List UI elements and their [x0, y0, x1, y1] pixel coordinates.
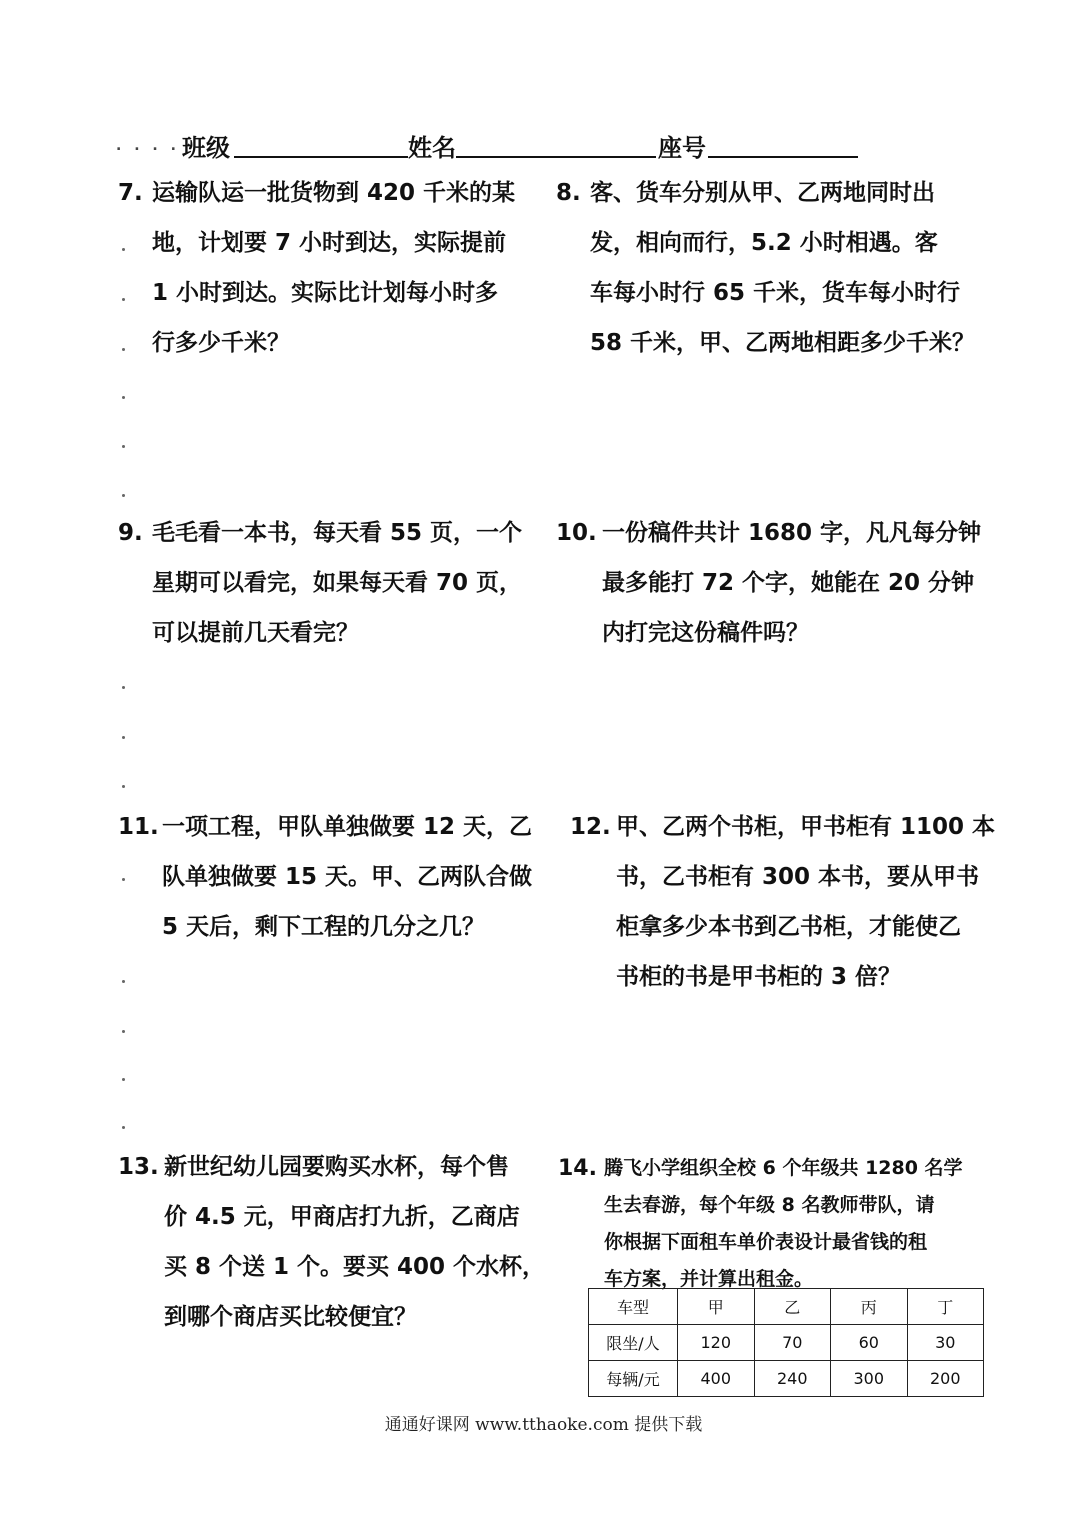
- student-info-header: [110, 128, 870, 162]
- problem-number: 12.: [570, 814, 611, 840]
- scan-dot: [122, 785, 125, 788]
- problem-number: 10.: [556, 520, 597, 546]
- table-cell: 车型: [589, 1289, 678, 1325]
- table-cell: 丁: [907, 1289, 984, 1325]
- scan-dot: [122, 298, 125, 301]
- footer-credit: 通通好课网 www.tthaoke.com 提供下载: [384, 1415, 703, 1435]
- scan-dot: [122, 1126, 125, 1129]
- table-cell: 200: [907, 1361, 984, 1397]
- scan-dot: [122, 396, 125, 399]
- problem-number: 7.: [118, 180, 143, 206]
- problem-line: 车方案，并计算出租金。: [604, 1268, 814, 1290]
- scan-dot: [122, 1078, 125, 1081]
- class-blank: [234, 156, 408, 158]
- problem-line: 你根据下面租车单价表设计最省钱的租: [604, 1231, 928, 1253]
- problem-line: 客、货车分别从甲、乙两地同时出: [590, 180, 935, 206]
- name-blank: [456, 156, 656, 158]
- problem-line: 地，计划要 7 小时到达，实际提前: [152, 230, 507, 256]
- table-cell: 丙: [831, 1289, 908, 1325]
- problem-line: 最多能打 72 个字，她能在 20 分钟: [602, 570, 975, 596]
- table-cell: 240: [754, 1361, 831, 1397]
- problem-line: 内打完这份稿件吗？: [602, 620, 809, 646]
- problem-line: 书，乙书柜有 300 本书，要从甲书: [616, 864, 980, 890]
- rental-price-table: [588, 1288, 984, 1397]
- problem-number: 13.: [118, 1154, 159, 1180]
- problem-line: 58 千米，甲、乙两地相距多少千米？: [590, 330, 976, 356]
- scan-dot: [122, 348, 125, 351]
- table-cell: 每辆/元: [589, 1361, 678, 1397]
- scan-dot: [122, 736, 125, 739]
- problem-line: 书柜的书是甲书柜的 3 倍？: [616, 964, 902, 990]
- table-row: [589, 1361, 984, 1397]
- problem-line: 5 天后，剩下工程的几分之几？: [162, 914, 486, 940]
- problem-line: 可以提前几天看完？: [152, 620, 359, 646]
- table-cell: 60: [831, 1325, 908, 1361]
- table-cell: 限坐/人: [589, 1325, 678, 1361]
- table-cell: 120: [678, 1325, 755, 1361]
- table-cell: 70: [754, 1325, 831, 1361]
- table-cell: 乙: [754, 1289, 831, 1325]
- table-cell: 30: [907, 1325, 984, 1361]
- seat-label: 座号: [658, 134, 706, 162]
- seat-blank: [708, 156, 858, 158]
- problem-line: 队单独做要 15 天。甲、乙两队合做: [162, 864, 533, 890]
- scan-dot: [122, 494, 125, 497]
- scan-dot: [122, 686, 125, 689]
- problem-line: 发，相向而行，5.2 小时相遇。客: [590, 230, 938, 256]
- class-label: 班级: [182, 134, 230, 162]
- problem-line: 价 4.5 元，甲商店打九折，乙商店: [164, 1204, 520, 1230]
- scan-dot: [122, 248, 125, 251]
- problem-line: 到哪个商店买比较便宜？: [164, 1304, 417, 1330]
- problem-line: 买 8 个送 1 个。要买 400 个水杯，: [164, 1254, 546, 1280]
- problem-number: 9.: [118, 520, 143, 546]
- problem-line: 甲、乙两个书柜，甲书柜有 1100 本: [616, 814, 996, 840]
- table-row: [589, 1289, 984, 1325]
- scan-dot: [122, 980, 125, 983]
- header-dots: . . . .: [116, 138, 180, 154]
- scan-dot: [122, 1030, 125, 1033]
- table-cell: 甲: [678, 1289, 755, 1325]
- problem-number: 14.: [558, 1156, 597, 1181]
- problem-line: 腾飞小学组织全校 6 个年级共 1280 名学: [604, 1157, 963, 1179]
- table-cell: 400: [678, 1361, 755, 1397]
- scan-dot: [122, 878, 125, 881]
- problem-line: 毛毛看一本书，每天看 55 页，一个: [152, 520, 523, 546]
- table-cell: 300: [831, 1361, 908, 1397]
- problem-line: 1 小时到达。实际比计划每小时多: [152, 280, 499, 306]
- problem-line: 运输队运一批货物到 420 千米的某: [152, 180, 516, 206]
- problem-line: 行多少千米？: [152, 330, 290, 356]
- problem-line: 新世纪幼儿园要购买水杯，每个售: [164, 1154, 509, 1180]
- name-label: 姓名: [408, 134, 456, 162]
- problem-line: 星期可以看完，如果每天看 70 页，: [152, 570, 523, 596]
- scan-dot: [122, 445, 125, 448]
- problem-line: 一项工程，甲队单独做要 12 天，乙: [162, 814, 533, 840]
- problem-number: 8.: [556, 180, 581, 206]
- table-row: [589, 1325, 984, 1361]
- problem-line: 柜拿多少本书到乙书柜，才能使乙: [616, 914, 961, 940]
- problem-line: 生去春游，每个年级 8 名教师带队，请: [604, 1194, 935, 1216]
- problem-line: 车每小时行 65 千米，货车每小时行: [590, 280, 961, 306]
- problem-number: 11.: [118, 814, 159, 840]
- problem-line: 一份稿件共计 1680 字，凡凡每分钟: [602, 520, 982, 546]
